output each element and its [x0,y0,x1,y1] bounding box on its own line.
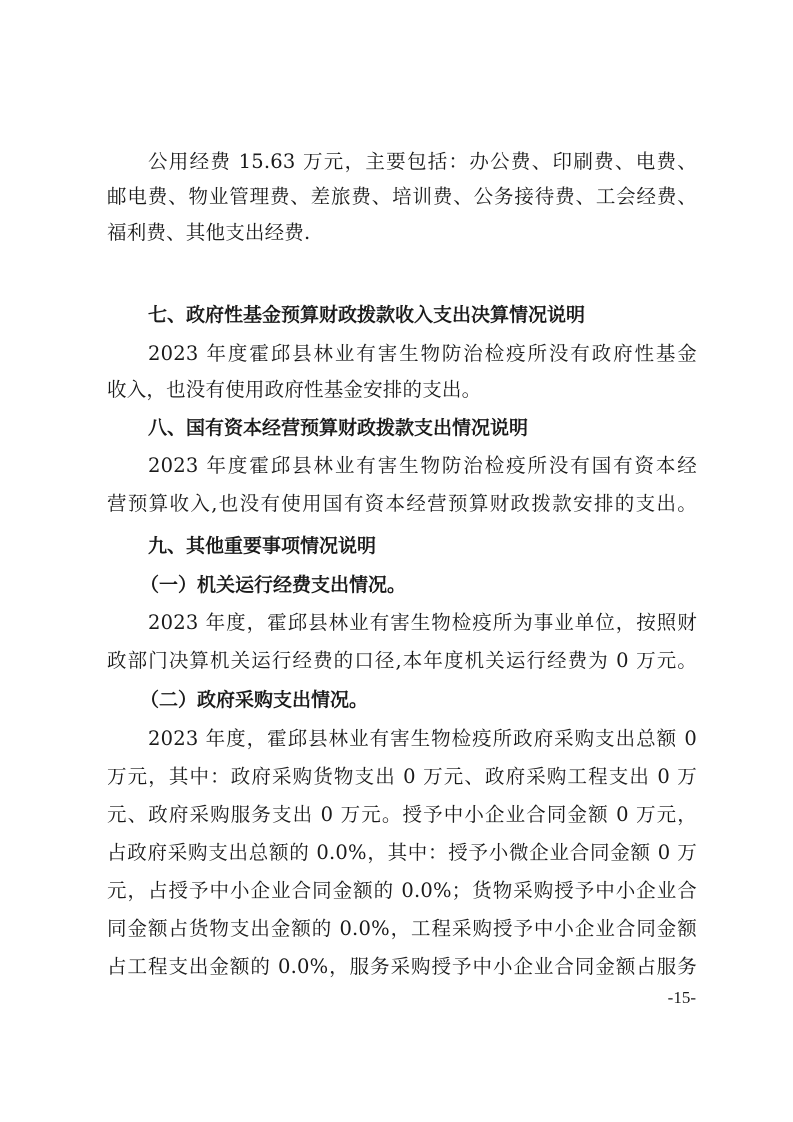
paragraph-7-line-2: 收入，也没有使用政府性基金安排的支出。 [107,378,482,401]
paragraph-9-2-line-4: 占政府采购支出总额的 0.0%，其中：授予小微企业合同金额 0 万 [107,841,697,864]
section-heading-8: 八、国有资本经营预算财政拨款支出情况说明 [148,417,529,439]
paragraph-9-1-line-1: 2023 年度，霍邱县林业有害生物检疫所为事业单位，按照财 [148,611,697,634]
paragraph-8-line-1: 2023 年度霍邱县林业有害生物防治检疫所没有国有资本经 [148,454,697,477]
subsection-heading-9-1: （一）机关运行经费支出情况。 [140,574,407,596]
paragraph-8-line-2: 营预算收入,也没有使用国有资本经营预算财政拨款安排的支出。 [107,492,697,515]
section-heading-7: 七、政府性基金预算财政拨款收入支出决算情况说明 [148,304,586,326]
subsection-heading-9-2: （二）政府采购支出情况。 [140,689,369,711]
paragraph-9-1-line-2: 政部门决算机关运行经费的口径,本年度机关运行经费为 0 万元。 [107,649,697,672]
paragraph-9-2-line-1: 2023 年度，霍邱县林业有害生物检疫所政府采购支出总额 0 [148,727,697,750]
paragraph-public-expenses-line-3: 福利费、其他支出经费. [107,221,311,244]
paragraph-9-2-line-7: 占工程支出金额的 0.0%，服务采购授予中小企业合同金额占服务 [107,955,697,978]
paragraph-public-expenses-line-1: 公用经费 15.63 万元，主要包括：办公费、印刷费、电费、 [148,150,697,173]
paragraph-public-expenses-line-2: 邮电费、物业管理费、差旅费、培训费、公务接待费、工会经费、 [107,185,697,208]
section-heading-9: 九、其他重要事项情况说明 [148,535,377,557]
paragraph-9-2-line-3: 元、政府采购服务支出 0 万元。授予中小企业合同金额 0 万元， [107,803,697,826]
paragraph-9-2-line-5: 元，占授予中小企业合同金额的 0.0%；货物采购授予中小企业合 [107,879,697,902]
paragraph-9-2-line-2: 万元，其中：政府采购货物支出 0 万元、政府采购工程支出 0 万 [107,765,697,788]
paragraph-9-2-line-6: 同金额占货物支出金额的 0.0%，工程采购授予中小企业合同金额 [107,917,697,940]
page-number: -15- [667,988,696,1007]
paragraph-7-line-1: 2023 年度霍邱县林业有害生物防治检疫所没有政府性基金 [148,342,697,365]
